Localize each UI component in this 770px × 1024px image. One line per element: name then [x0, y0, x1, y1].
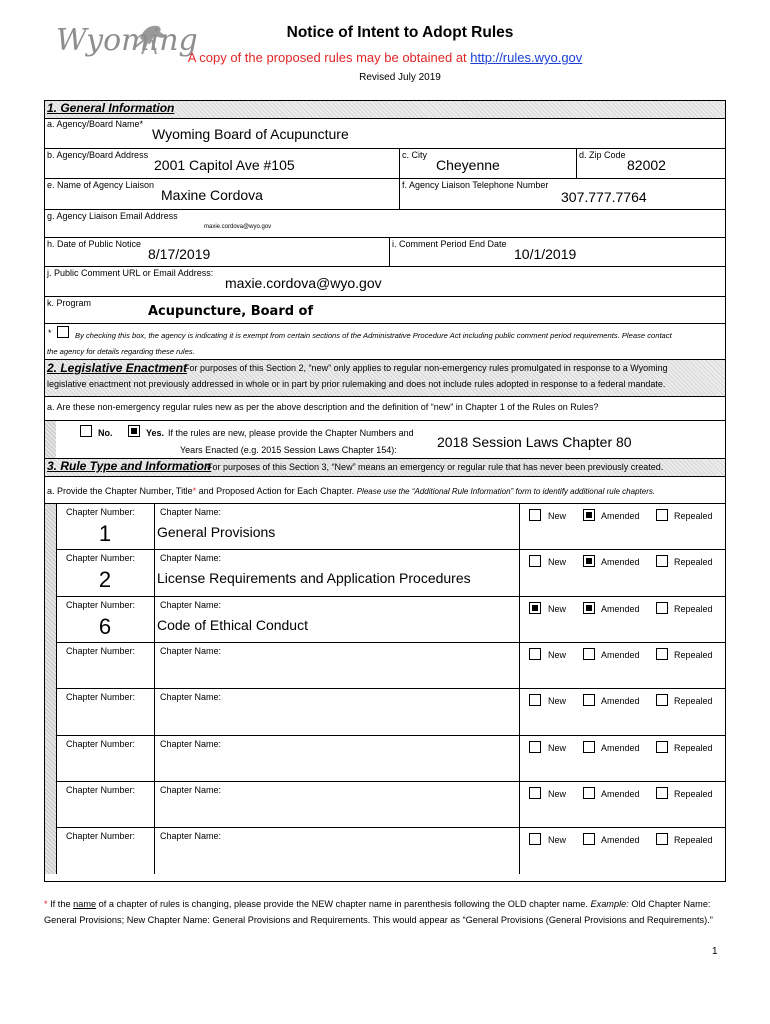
agency-name-label: a. Agency/Board Name* — [47, 119, 144, 129]
repealed-checkbox[interactable] — [656, 741, 668, 753]
repealed-label: Repealed — [674, 604, 713, 614]
city-label: c. City — [402, 150, 428, 160]
repealed-checkbox[interactable] — [656, 602, 668, 614]
section2-desc-line1: For purposes of this Section 2, “new” only applies to regular non-emergency rules promulgated in response to a Wyoming — [184, 363, 668, 373]
program-field[interactable]: Acupuncture, Board of — [148, 304, 314, 319]
amended-checkbox[interactable] — [583, 602, 595, 614]
instr-mid: and Proposed Action for Each Chapter. — [196, 486, 357, 496]
repealed-label: Repealed — [674, 696, 713, 706]
new-checkbox[interactable] — [529, 833, 541, 845]
phone-label: f. Agency Liaison Telephone Number — [402, 180, 549, 190]
new-checkbox[interactable] — [529, 555, 541, 567]
notice-date-field[interactable]: 8/17/2019 — [148, 246, 211, 262]
new-label: New — [548, 696, 567, 706]
amended-label: Amended — [601, 743, 640, 753]
notice-date-label: h. Date of Public Notice — [47, 239, 142, 249]
amended-label: Amended — [601, 557, 640, 567]
city-field[interactable]: Cheyenne — [436, 157, 500, 173]
repealed-checkbox[interactable] — [656, 555, 668, 567]
no-checkbox[interactable] — [80, 425, 92, 437]
instr-asterisk: * — [192, 486, 197, 496]
page-number: 1 — [712, 946, 718, 957]
instr-prefix: a. Provide the Chapter Number, Title — [47, 486, 193, 496]
new-label: New — [548, 650, 567, 660]
chapter-name-label: Chapter Name: — [160, 553, 222, 563]
amended-label: Amended — [601, 604, 640, 614]
exempt-text-line1: By checking this box, the agency is indicating it is exempt from certain sections of the Administrative Procedure Act including public comment period requirements. Please contact — [75, 331, 672, 340]
amended-checkbox[interactable] — [583, 833, 595, 845]
yes-desc-line1: If the rules are new, please provide the Chapter Numbers and — [168, 428, 414, 438]
amended-label: Amended — [601, 650, 640, 660]
chapters-margin-hatch — [45, 504, 56, 874]
new-label: New — [548, 835, 567, 845]
instr-italic: Please use the “Additional Rule Information” form to identify additional rule chapters. — [356, 487, 656, 496]
exempt-text-line2: the agency for details regarding these rules. — [47, 347, 195, 356]
comment-end-label: i. Comment Period End Date — [392, 239, 507, 249]
new-rules-question: a. Are these non-emergency regular rules new as per the above description and the definition of “new” in Chapter 1 of the Rules on Rules? — [47, 402, 599, 412]
chapter-number-field[interactable]: 6 — [98, 614, 112, 639]
liaison-label: e. Name of Agency Liaison — [47, 180, 155, 190]
repealed-checkbox[interactable] — [656, 833, 668, 845]
chapter-name-label: Chapter Name: — [160, 831, 222, 841]
section2-title: 2. Legislative Enactment — [47, 361, 188, 375]
exempt-asterisk: * — [48, 328, 52, 338]
chapter-number-label: Chapter Number: — [66, 831, 136, 841]
section2-desc-line2: legislative enactment not previously addressed in whole or in part by prior rulemaking and does not include rules adopted in response to a federal mandate. — [47, 379, 666, 389]
phone-field[interactable]: 307.777.7764 — [561, 189, 647, 205]
footnote-p1: If the — [47, 899, 74, 909]
chapter-name-label: Chapter Name: — [160, 739, 222, 749]
rules-subtitle — [160, 50, 610, 65]
repealed-checkbox[interactable] — [656, 694, 668, 706]
page-title: Notice of Intent to Adopt Rules — [286, 24, 514, 41]
footnote-example: Example: — [590, 899, 629, 909]
zip-label: d. Zip Code — [579, 150, 626, 160]
amended-checkbox[interactable] — [583, 555, 595, 567]
chapter-instructions — [47, 486, 655, 496]
chapter-name-field[interactable]: License Requirements and Application Procedures — [157, 570, 471, 586]
new-checkbox[interactable] — [529, 694, 541, 706]
comment-end-field[interactable]: 10/1/2019 — [514, 246, 577, 262]
chapter-number-field[interactable]: 1 — [98, 521, 112, 546]
repealed-label: Repealed — [674, 789, 713, 799]
subtitle-text: A copy of the proposed rules may be obtained at — [187, 50, 471, 65]
chapter-name-label: Chapter Name: — [160, 692, 222, 702]
exempt-checkbox[interactable] — [57, 326, 69, 338]
section3-title: 3. Rule Type and Information — [47, 459, 212, 473]
amended-label: Amended — [601, 696, 640, 706]
agency-name-field[interactable]: Wyoming Board of Acupuncture — [152, 126, 349, 142]
yes-checkbox[interactable] — [128, 425, 140, 437]
amended-checkbox[interactable] — [583, 787, 595, 799]
amended-checkbox[interactable] — [583, 648, 595, 660]
amended-label: Amended — [601, 789, 640, 799]
new-label: New — [548, 604, 567, 614]
repealed-label: Repealed — [674, 743, 713, 753]
chapter-name-label: Chapter Name: — [160, 785, 222, 795]
chapter-number-label: Chapter Number: — [66, 692, 136, 702]
session-laws-field[interactable]: 2018 Session Laws Chapter 80 — [437, 434, 632, 450]
new-label: New — [548, 557, 567, 567]
new-checkbox[interactable] — [529, 648, 541, 660]
repealed-label: Repealed — [674, 835, 713, 845]
footnote — [44, 896, 728, 928]
yes-desc-line2: Years Enacted (e.g. 2015 Session Laws Chapter 154): — [180, 445, 397, 455]
amended-checkbox[interactable] — [583, 509, 595, 521]
new-label: New — [548, 743, 567, 753]
repealed-checkbox[interactable] — [656, 509, 668, 521]
logo-wordmark: Wyoming — [56, 23, 198, 58]
section3-desc: For purposes of this Section 3, “New” means an emergency or regular rule that has never been previously created. — [207, 462, 664, 472]
yes-label: Yes. — [146, 428, 165, 438]
new-checkbox[interactable] — [529, 602, 541, 614]
email-field[interactable]: maxie.cordova@wyo.gov — [204, 224, 272, 230]
chapter-name-label: Chapter Name: — [160, 646, 222, 656]
amended-label: Amended — [601, 835, 640, 845]
chapter-number-field[interactable]: 2 — [98, 567, 112, 592]
comment-url-label: j. Public Comment URL or Email Address: — [47, 268, 214, 278]
footnote-p3: Old Chapter Name: General Provisions; New Chapter Name: General Provisions and Requirements. This would appear as “General Provisions (General Provisions and Requirements).” — [44, 899, 713, 925]
chapter-number-label: Chapter Number: — [66, 739, 136, 749]
program-label: k. Program — [47, 298, 92, 308]
chapter-number-label: Chapter Number: — [66, 646, 136, 656]
new-checkbox[interactable] — [529, 787, 541, 799]
comment-url-field[interactable]: maxie.cordova@wyo.gov — [225, 275, 382, 291]
chapter-name-label: Chapter Name: — [160, 600, 222, 610]
email-label: g. Agency Liaison Email Address — [47, 211, 178, 221]
new-label: New — [548, 789, 567, 799]
chapter-name-field[interactable]: General Provisions — [157, 524, 276, 540]
address-field[interactable]: 2001 Capitol Ave #105 — [154, 157, 295, 173]
chapter-number-label: Chapter Number: — [66, 553, 136, 563]
no-label: No. — [98, 428, 113, 438]
chapter-number-label: Chapter Number: — [66, 785, 136, 795]
repealed-label: Repealed — [674, 650, 713, 660]
repealed-label: Repealed — [674, 511, 713, 521]
new-checkbox[interactable] — [529, 509, 541, 521]
repealed-checkbox[interactable] — [656, 787, 668, 799]
chapter-number-label: Chapter Number: — [66, 600, 136, 610]
zip-field[interactable]: 82002 — [627, 157, 666, 173]
new-label: New — [548, 511, 567, 521]
rules-link[interactable]: http://rules.wyo.gov — [470, 50, 583, 65]
amended-label: Amended — [601, 511, 640, 521]
liaison-field[interactable]: Maxine Cordova — [161, 187, 263, 203]
section1-title: 1. General Information — [47, 101, 175, 115]
chapter-name-label: Chapter Name: — [160, 507, 222, 517]
amended-checkbox[interactable] — [583, 694, 595, 706]
footnote-name-word: name — [73, 899, 97, 909]
address-label: b. Agency/Board Address — [47, 150, 149, 160]
revised-date: Revised July 2019 — [359, 72, 441, 83]
footnote-p2: of a chapter of rules is changing, please provide the NEW chapter name in parenthesis following the OLD chapter name. — [96, 899, 591, 909]
repealed-checkbox[interactable] — [656, 648, 668, 660]
repealed-label: Repealed — [674, 557, 713, 567]
footnote-asterisk: * — [44, 899, 48, 909]
chapter-name-field[interactable]: Code of Ethical Conduct — [157, 617, 308, 633]
new-checkbox[interactable] — [529, 741, 541, 753]
section2-margin-hatch — [45, 421, 56, 458]
amended-checkbox[interactable] — [583, 741, 595, 753]
chapter-number-label: Chapter Number: — [66, 507, 136, 517]
